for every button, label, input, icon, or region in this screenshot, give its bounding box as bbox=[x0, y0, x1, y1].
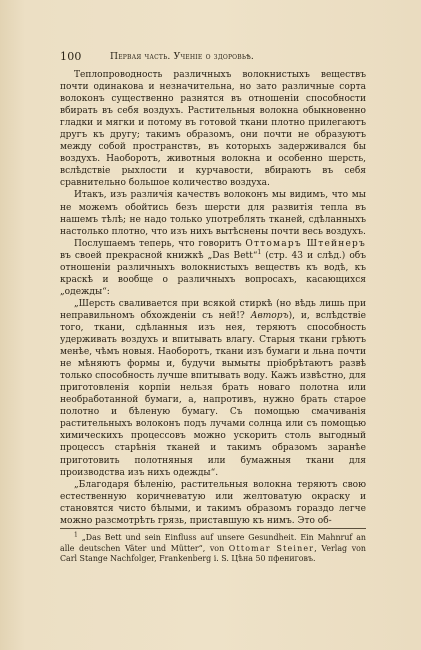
paragraph-quote-wool bbox=[60, 298, 366, 479]
running-title: Первая часть. Ученiе о здоровьѣ. bbox=[110, 51, 255, 62]
text-run: (стр. 43 и слѣд.) объ отношенiи различныхъ волокнистыхъ веществъ къ водѣ, къ краскѣ и вообще о различныхъ вопросахъ, касающихся „одежды“: bbox=[60, 250, 366, 297]
footnote-divider bbox=[60, 528, 366, 529]
page-number: 100 bbox=[60, 50, 82, 63]
paragraph-quote-bleaching: „Благодаря бѣленiю, растительныя волокна теряютъ свою естественную коричневатую или желтоватую окраску и становятся чисто бѣлыми, и такимъ образомъ гораздо легче можно разсмотрѣть грязь, приставшую къ нимъ. Это об- bbox=[60, 479, 366, 526]
text-run: , Verlag von Carl Stange Nachfolger, Frankenberg i. S. Цѣна 50 пфениговъ. bbox=[60, 543, 366, 564]
paragraph-thermal-conductivity: Теплопроводность различныхъ волокнистыхъ веществъ почти одинакова и незначительна, но зато различные сорта волоконъ существенно разнятся въ отношенiи способности вбирать въ себя воздухъ. Растительныя волокна обыкновенно гладки и мягки и потому въ готовой ткани плотно прилегаютъ другъ къ другу; такимъ образомъ, они почти не образуютъ между собой пространствъ, въ которыхъ задерживался бы воздухъ. Наоборотъ, животныя волокна и особенно шерсть, вслѣдствiе рыхлости и курчавости, вбираютъ въ себя сравнительно большое количество воздуха. bbox=[60, 70, 366, 189]
footnote bbox=[60, 533, 366, 565]
paragraph-steiner-intro bbox=[60, 238, 366, 298]
author-name: Оттомаръ Штейнеръ bbox=[245, 238, 366, 249]
author-remark: Авторъ bbox=[250, 310, 289, 321]
text-run: ), и, вслѣдствiе того, ткани, сдѣланныя изъ нея, теряютъ способность удерживать воздухъ и впитывать влагу. Старыя ткани грѣютъ менѣе, чѣмъ новыя. Наоборотъ, ткани изъ бумаги и льна почти не мѣняютъ формы и, будучи вымыты прiобрѣтаютъ развѣ только способность лучше впитывать воду. Кажъ извѣстно, для приготовленiя корпiи нельзя брать новаго полотна или необработанной бумаги, а, напротивъ, нужно брать старое полотно и бѣленую бумагу. Съ помощью смачиванiя растительныхъ волоконъ подъ лучами солнца или съ помощью химическихъ процессовъ можно ускорить столь выгодный процессъ старѣнiя тканей и такимъ образомъ заранѣе приготовить полотняныя или бумажныя ткани для производства изъ нихъ одежды“. bbox=[60, 310, 366, 478]
text-run: въ своей прекрасной книжкѣ „Das Bett“ bbox=[60, 250, 258, 261]
text-run: Послушаемъ теперь, что говоритъ bbox=[74, 238, 246, 249]
paragraph-wool-necessity: Итакъ, изъ различiя качествъ волоконъ мы видимъ, что мы не можемъ обойтись безъ шерсти для развитiя тепла въ нашемъ тѣлѣ; не надо только употреблять тканей, сдѣланныхъ настолько плотно, что изъ нихъ вытѣснены почти весь воздухъ. bbox=[60, 190, 366, 237]
footnote-reference: 1 bbox=[257, 248, 262, 256]
footnote-author-name: Ottomar Steiner bbox=[228, 543, 315, 553]
text-run: „Шерсть сваливается при всякой стиркѣ (но вѣдь лишь при неправильномъ обхожденiи съ ней!? bbox=[60, 298, 366, 321]
main-text bbox=[60, 69, 366, 527]
text-run: „Das Bett und sein Einfluss auf unsere Gesundheit. Ein Mahnruf an alle deutschen Väter und Mütter“, von bbox=[60, 533, 366, 553]
running-header bbox=[60, 50, 370, 64]
footnote-marker: 1 bbox=[74, 531, 78, 539]
